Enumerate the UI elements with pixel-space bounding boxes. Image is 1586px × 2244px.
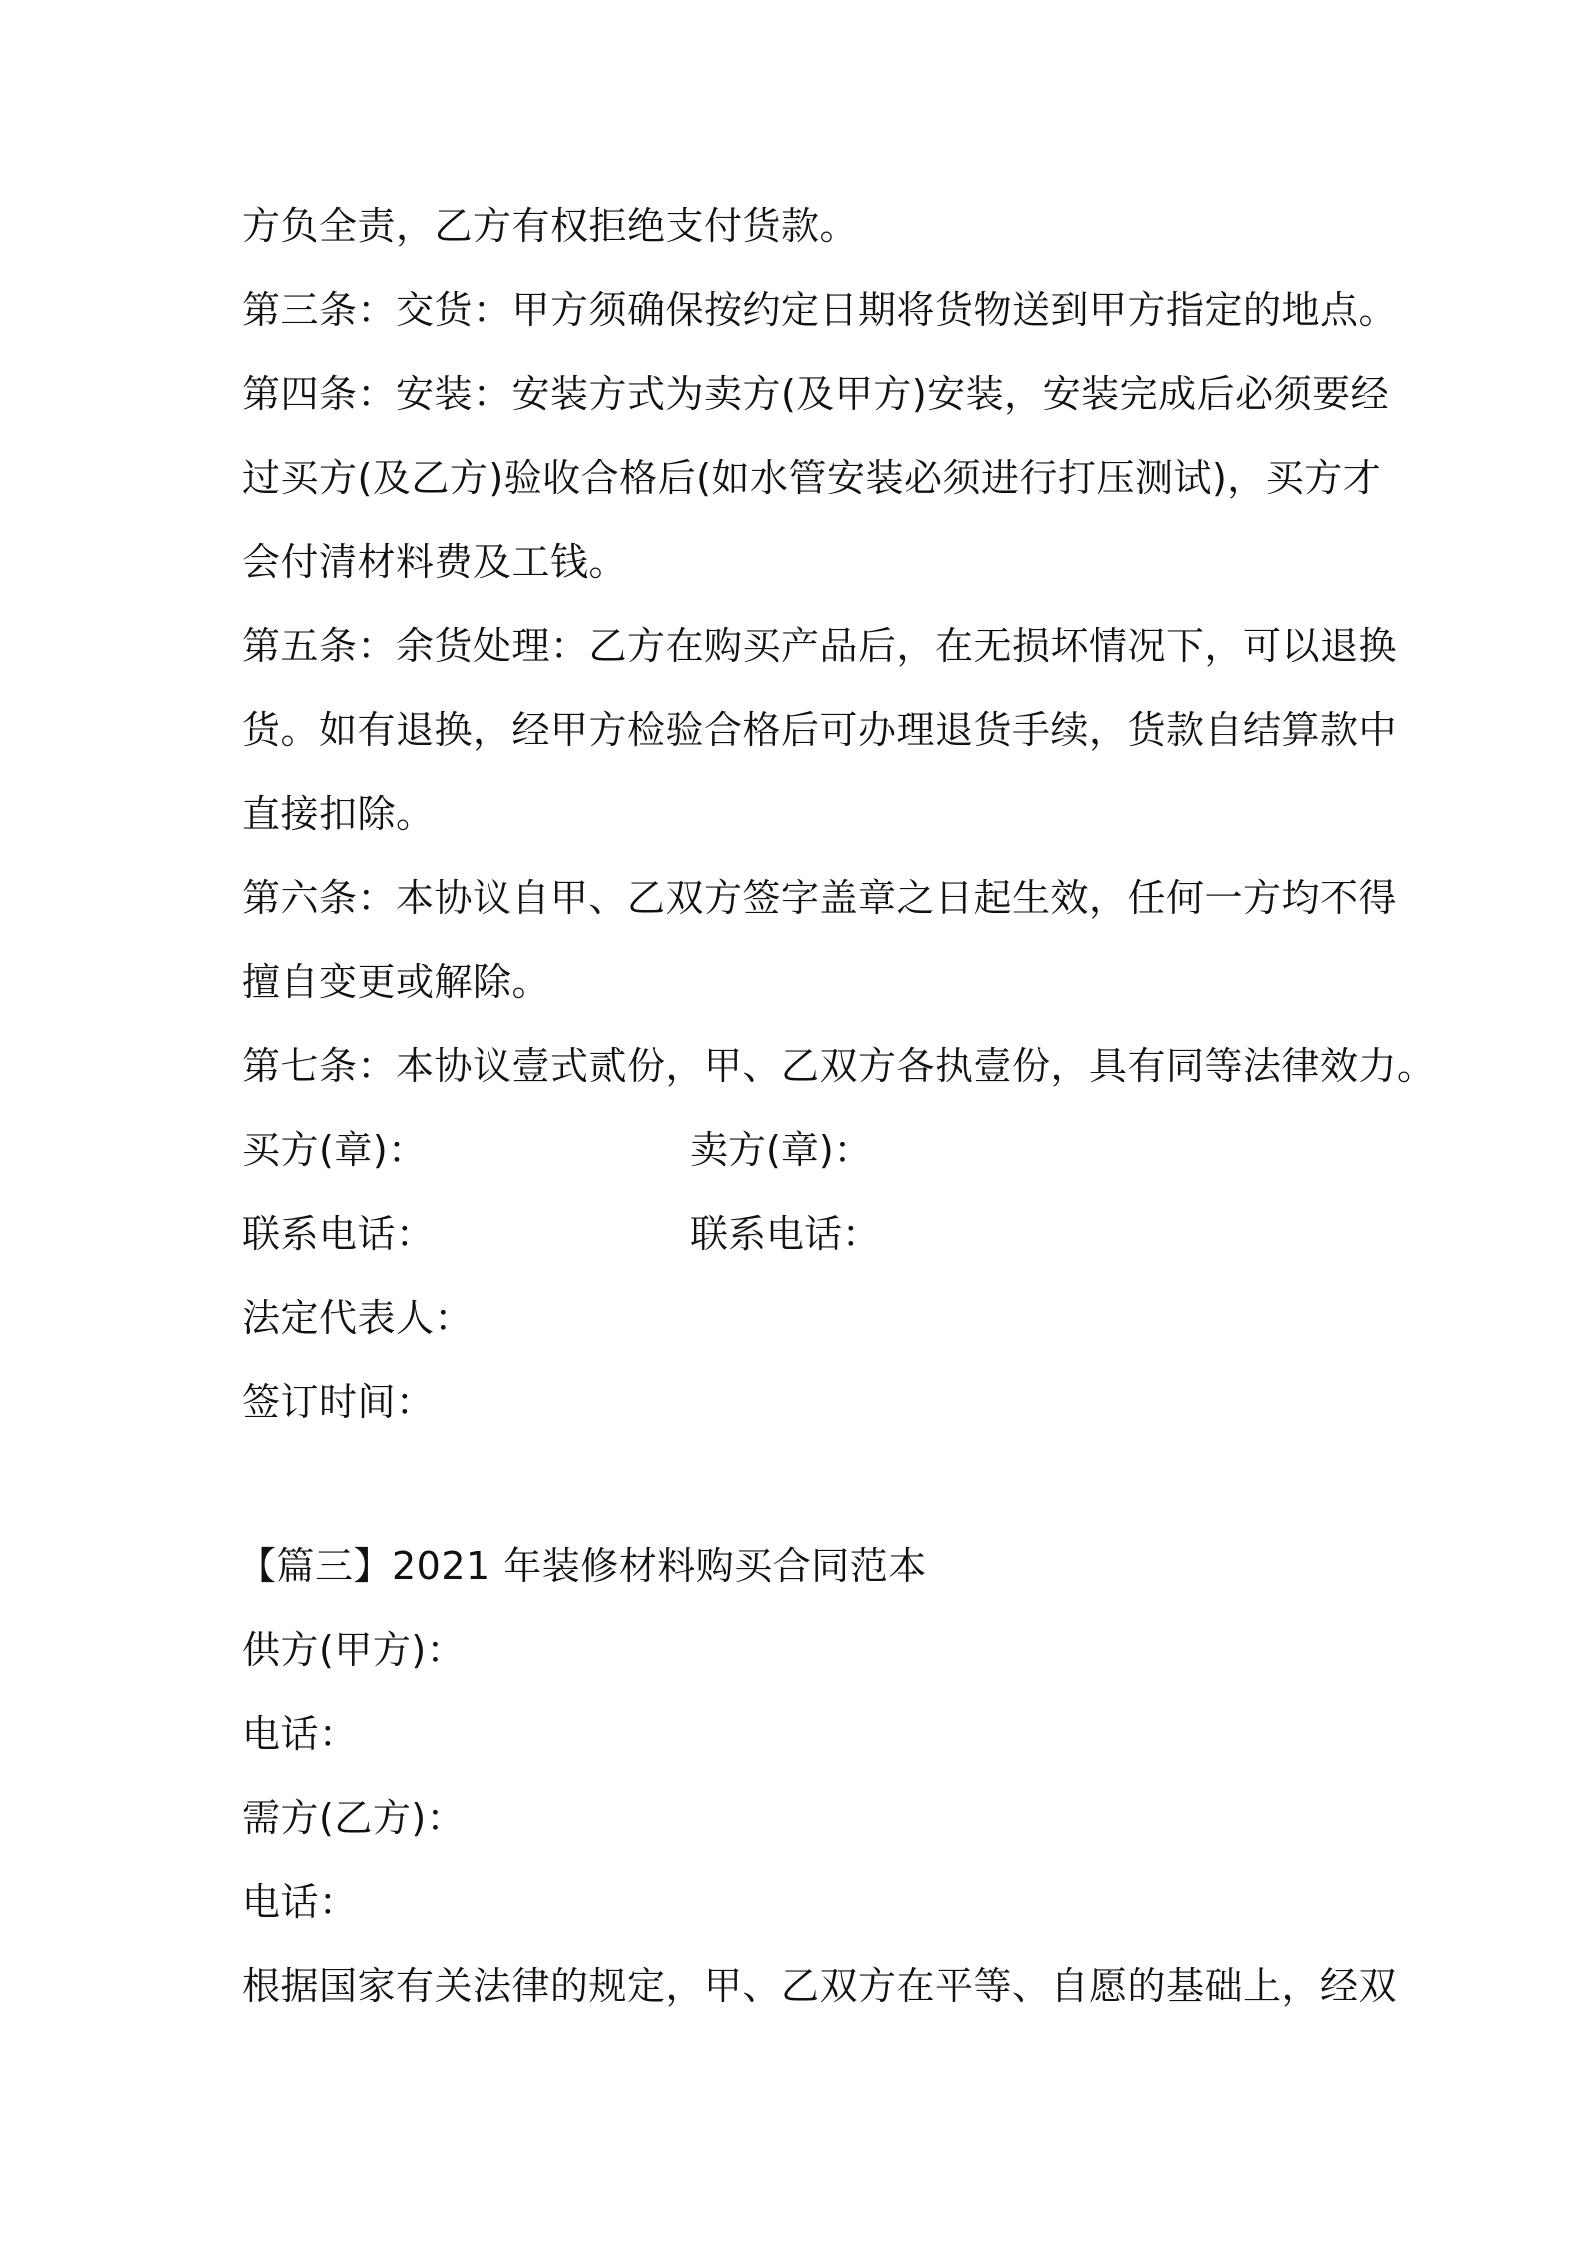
- clause-5-line-3: 直接扣除。: [242, 792, 435, 836]
- buyer-phone-label: 联系电话：: [242, 1212, 435, 1256]
- legal-representative-label: 法定代表人：: [242, 1296, 474, 1340]
- supplier-label: 供方(甲方)：: [242, 1628, 466, 1672]
- clause-4-line-1: 第四条：安装：安装方式为卖方(及甲方)安装，安装完成后必须要经: [242, 372, 1390, 416]
- clause-4-line-2: 过买方(及乙方)验收合格后(如水管安装必须进行打压测试)，买方才: [242, 456, 1382, 500]
- seller-seal-label: 卖方(章)：: [690, 1128, 872, 1172]
- clause-6-line-1: 第六条：本协议自甲、乙双方签字盖章之日起生效，任何一方均不得: [242, 876, 1398, 920]
- clause-5-line-2: 货。如有退换，经甲方检验合格后可办理退货手续，货款自结算款中: [242, 708, 1398, 752]
- clause-7: 第七条：本协议壹式贰份，甲、乙双方各执壹份，具有同等法律效力。: [242, 1044, 1436, 1088]
- clause-4-line-3: 会付清材料费及工钱。: [242, 540, 628, 584]
- clause-3: 第三条：交货：甲方须确保按约定日期将货物送到甲方指定的地点。: [242, 288, 1398, 332]
- buyer-phone-label-2: 电话：: [242, 1880, 358, 1924]
- buyer-label: 需方(乙方)：: [242, 1796, 466, 1840]
- clause-6-line-2: 擅自变更或解除。: [242, 960, 551, 1004]
- clause-5-line-1: 第五条：余货处理：乙方在购买产品后，在无损坏情况下，可以退换: [242, 624, 1398, 668]
- section-3-intro: 根据国家有关法律的规定，甲、乙双方在平等、自愿的基础上，经双: [242, 1964, 1398, 2008]
- seller-phone-label: 联系电话：: [690, 1212, 881, 1256]
- section-3-title: 【篇三】2021 年装修材料购买合同范本: [238, 1544, 927, 1588]
- clause-2-continued: 方负全责，乙方有权拒绝支付货款。: [242, 204, 859, 248]
- supplier-phone-label: 电话：: [242, 1712, 358, 1756]
- buyer-seal-label: 买方(章)：: [242, 1128, 427, 1172]
- sign-date-label: 签订时间：: [242, 1380, 435, 1424]
